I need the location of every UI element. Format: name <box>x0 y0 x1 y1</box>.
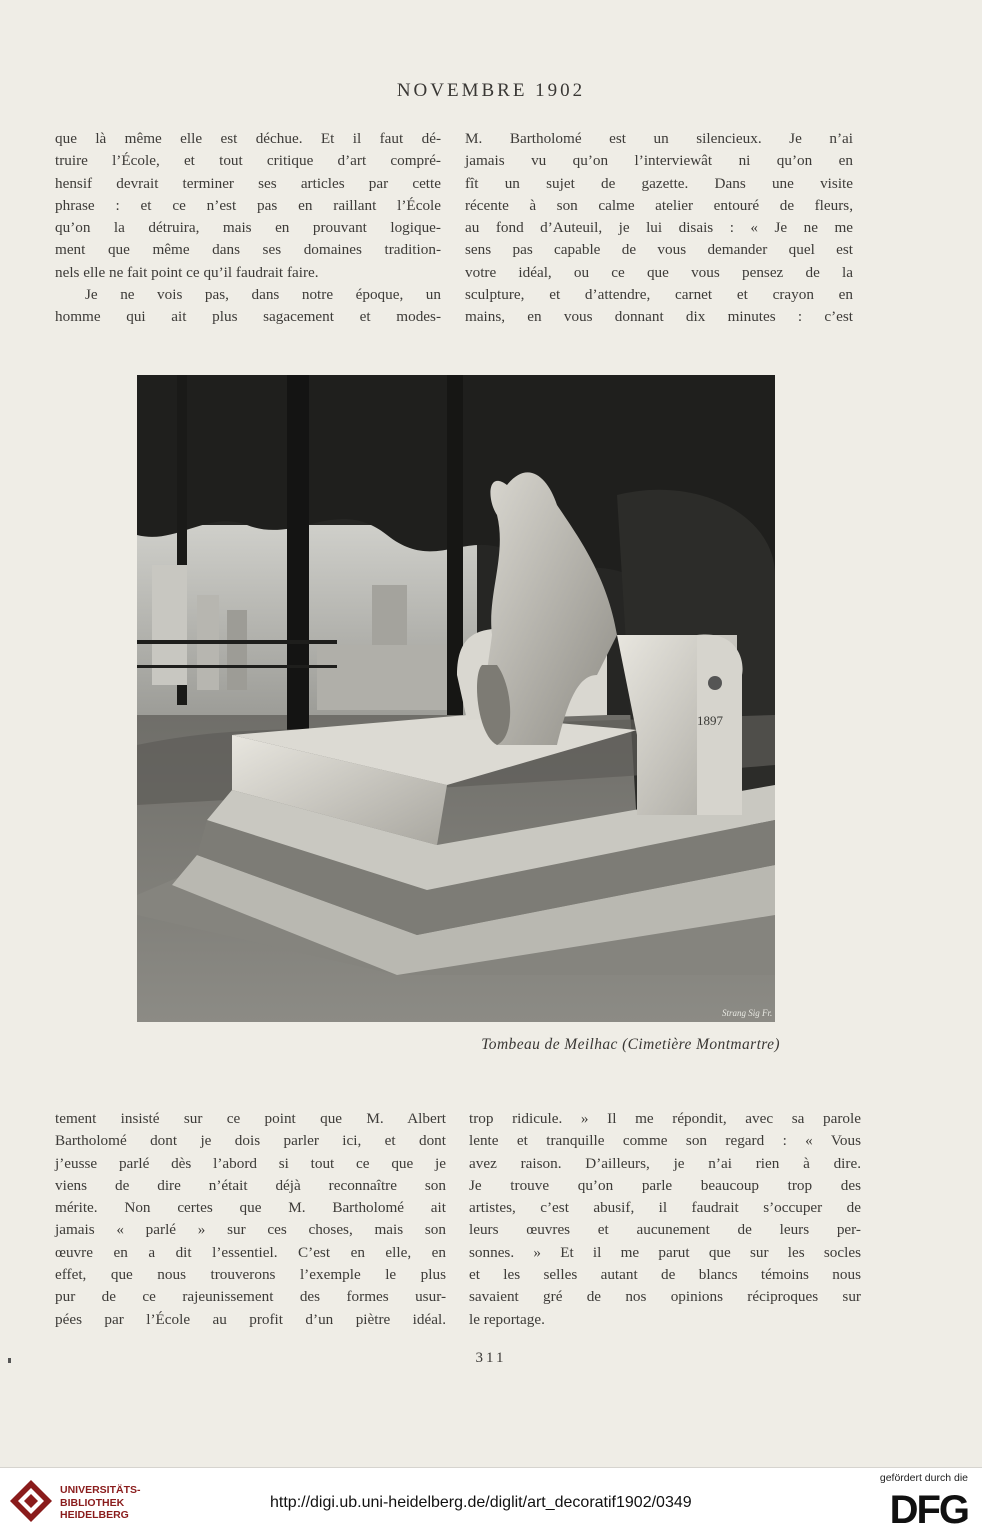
paragraph <box>55 1108 446 1331</box>
university-name-line: BIBLIOTHEK <box>60 1496 125 1509</box>
text-line: œuvre en a dit l’essentiel. C’est en elle, en <box>55 1243 446 1261</box>
text-line: artistes, c’est abusif, il faudrait s’occuper de <box>469 1199 861 1217</box>
text-line: hensif devrait terminer ses articles par cette <box>55 174 441 192</box>
text-line: phrase : et ce n’est pas en raillant l’École <box>55 196 441 214</box>
text-line: M. Bartholomé est un silencieux. Je n’ai <box>465 130 853 147</box>
text-column-top-right <box>465 128 853 329</box>
university-library-logo-icon[interactable] <box>8 1478 54 1524</box>
text-line: mérite. Non certes que M. Bartholomé ait <box>55 1199 446 1217</box>
text-line: mains, en vous donnant dix minutes : c’est <box>465 308 853 326</box>
text-line: le reportage. <box>469 1310 545 1328</box>
text-line: j’eusse parlé dès l’abord si tout ce que je <box>55 1154 446 1172</box>
text-line: homme qui ait plus sagacement et modes- <box>55 308 441 326</box>
university-name-line: UNIVERSITÄTS- <box>60 1484 141 1496</box>
tomb-photograph <box>137 375 775 1022</box>
text-line: savaient gré de nos opinions réciproques sur <box>469 1288 861 1306</box>
text-line: sens pas capable de vous demander quel est <box>465 241 853 259</box>
text-line: Bartholomé dont je dois parler ici, et dont <box>55 1132 446 1150</box>
photo-illustration <box>137 375 775 1022</box>
text-line: jamais « parlé » sur ces choses, mais son <box>55 1221 446 1239</box>
paragraph <box>55 284 441 329</box>
text-line: viens de dire n’était déjà reconnaître son <box>55 1176 446 1194</box>
text-line: qu’on la détruira, mais en prouvant logique- <box>55 219 441 237</box>
paragraph <box>465 128 853 329</box>
text-line: lente et tranquille comme son regard : « Vous <box>469 1132 861 1150</box>
university-library-name[interactable] <box>60 1484 141 1522</box>
tomb-inscription: 1897 <box>697 713 723 728</box>
text-column-bottom-right <box>469 1108 861 1331</box>
university-name-line: HEIDELBERG <box>60 1509 129 1521</box>
text-line: jamais vu qu’on l’interviewât ni qu’on en <box>465 152 853 170</box>
funded-by-label: gefördert durch die <box>879 1472 968 1484</box>
text-line: leurs œuvres et aucunement de leurs per- <box>469 1221 861 1239</box>
paragraph <box>55 128 441 284</box>
photo-caption: Tombeau de Meilhac (Cimetière Montmartre) <box>481 1036 780 1053</box>
text-line: truire l’École, et tout critique d’art compré- <box>55 152 441 170</box>
page-number: 311 <box>475 1350 507 1366</box>
dfg-logo[interactable]: DFG <box>889 1488 968 1532</box>
text-line: trop ridicule. » Il me répondit, avec sa parole <box>469 1110 861 1127</box>
text-line: nels elle ne fait point ce qu’il faudrait faire. <box>55 263 319 281</box>
text-line: que là même elle est déchue. Et il faut dé- <box>55 130 441 147</box>
text-line: ment que même dans ses domaines tradition- <box>55 241 441 259</box>
text-line: pur de ce rajeunissement des formes usur- <box>55 1288 446 1306</box>
text-line: récente à son calme atelier entouré de fleurs, <box>465 196 853 214</box>
digitization-footer <box>0 1467 982 1538</box>
text-column-bottom-left <box>55 1108 446 1331</box>
text-line: pées par l’École au profit d’un piètre idéal. <box>55 1310 446 1328</box>
text-line: Je trouve qu’on parle beaucoup trop des <box>469 1176 861 1194</box>
text-line: au fond d’Auteuil, je lui disais : « Je ne me <box>465 219 853 237</box>
permalink-url[interactable]: http://digi.ub.uni-heidelberg.de/diglit/art_decoratif1902/0349 <box>270 1494 692 1511</box>
engraver-signature: Strang Sig Fr. <box>722 1008 773 1018</box>
text-line: fît un sujet de gazette. Dans une visite <box>465 174 853 192</box>
margin-mark <box>8 1358 11 1363</box>
text-line: effet, que nous trouverons l’exemple le plus <box>55 1266 446 1284</box>
paragraph <box>469 1108 861 1331</box>
text-line: sonnes. » Et il me parut que sur les socles <box>469 1243 861 1261</box>
text-line: tement insisté sur ce point que M. Albert <box>55 1110 446 1127</box>
text-line: et les selles autant de blancs témoins nous <box>469 1266 861 1284</box>
running-header: NOVEMBRE 1902 <box>396 80 586 101</box>
text-column-top-left <box>55 128 441 329</box>
text-line: votre idéal, ou ce que vous pensez de la <box>465 263 853 281</box>
text-line: Je ne vois pas, dans notre époque, un <box>85 286 441 304</box>
text-line: avez raison. D’ailleurs, je n’ai rien à dire. <box>469 1154 861 1172</box>
text-line: sculpture, et d’attendre, carnet et crayon en <box>465 286 853 304</box>
